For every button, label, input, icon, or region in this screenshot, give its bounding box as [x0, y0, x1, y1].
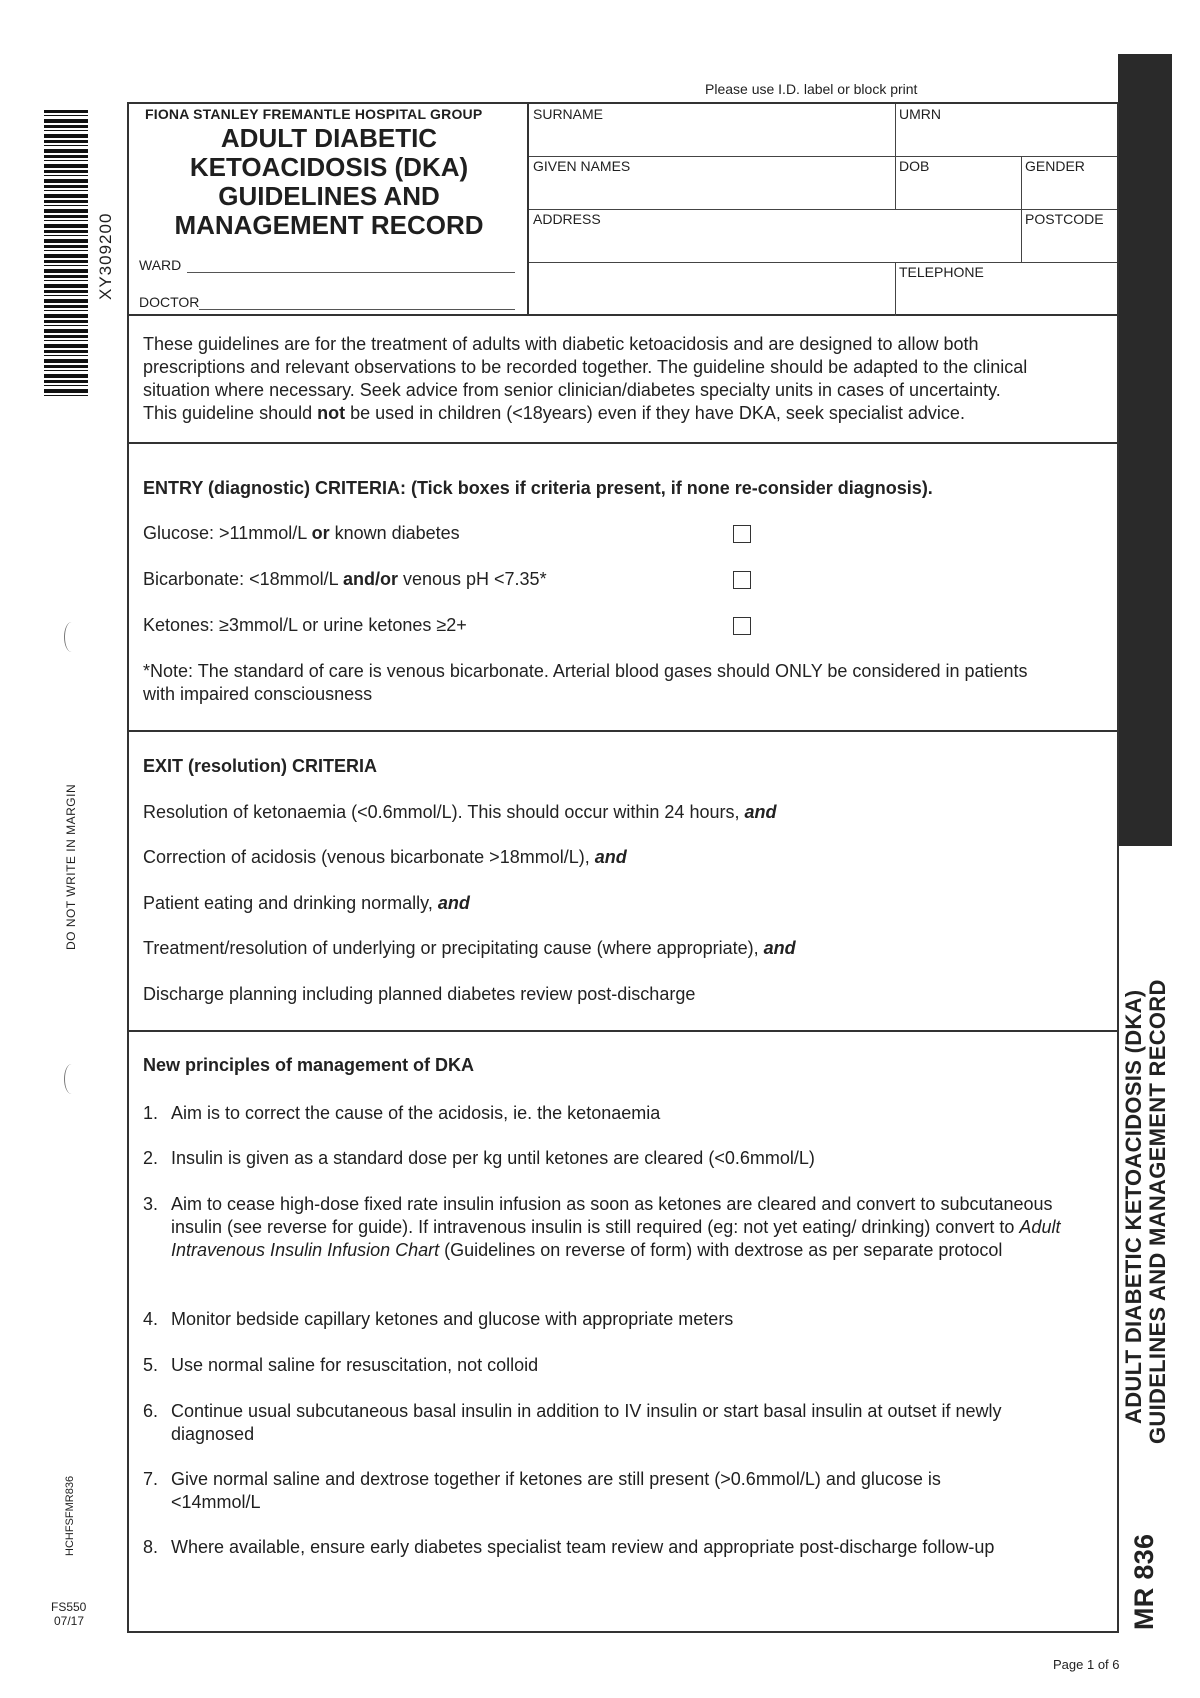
header-box	[127, 102, 1119, 316]
barcode-text: XY309200	[96, 212, 115, 300]
intro-line: situation where necessary. Seek advice from senior clinician/diabetes specialty units in cases of uncertainty.	[143, 380, 1001, 400]
form-title-line: GUIDELINES AND	[218, 181, 440, 211]
principles-heading: New principles of management of DKA	[143, 1055, 475, 1075]
form-title-line: ADULT DIABETIC	[220, 123, 438, 153]
principle-item: 6. Continue usual subcutaneous basal insulin in addition to IV insulin or start basal insulin at outset if newly diagnosed	[143, 1401, 1002, 1444]
exit-criterion: Discharge planning including planned diabetes review post-discharge	[143, 984, 696, 1004]
intro-paragraph	[143, 333, 1103, 425]
hospital-group: FIONA STANLEY FREMANTLE HOSPITAL GROUP	[145, 106, 483, 122]
exit-criterion: Resolution of ketonaemia (<0.6mmol/L). This should occur within 24 hours, and	[143, 802, 777, 822]
telephone-field[interactable]: TELEPHONE	[899, 264, 984, 280]
side-title-line1: ADULT DIABETIC KETOACIDOSIS (DKA)	[1121, 989, 1146, 1424]
glucose-checkbox[interactable]	[733, 525, 751, 543]
intro-line: prescriptions and relevant observations to be recorded together. The guideline should be adapted to the clinical	[143, 357, 1028, 377]
header-title-block	[129, 104, 529, 314]
umrn-field[interactable]: UMRN	[899, 106, 941, 122]
mr-code: MR 836	[1129, 1533, 1159, 1630]
do-not-write-margin-label: DO NOT WRITE IN MARGIN	[64, 783, 78, 950]
entry-bicarbonate: Bicarbonate: <18mmol/L and/or venous pH <7.35*	[143, 569, 547, 589]
principle-item: 8. Where available, ensure early diabetes specialist team review and appropriate post-discharge follow-up	[143, 1537, 995, 1557]
punch-hole-mark	[64, 622, 79, 652]
entry-glucose: Glucose: >11mmol/L or known diabetes	[143, 523, 460, 543]
gender-field[interactable]: GENDER	[1025, 158, 1085, 174]
postcode-field[interactable]: POSTCODE	[1025, 211, 1104, 227]
surname-field[interactable]: SURNAME	[533, 106, 604, 122]
ketones-checkbox[interactable]	[733, 617, 751, 635]
section-divider	[127, 442, 1119, 444]
given-names-field[interactable]: GIVEN NAMES	[533, 158, 631, 174]
page-number: Page 1 of 6	[1053, 1657, 1120, 1672]
form-title-line: MANAGEMENT RECORD	[174, 210, 484, 240]
exit-criterion: Patient eating and drinking normally, and	[143, 893, 470, 913]
principle-item: 7. Give normal saline and dextrose together if ketones are still present (>0.6mmol/L) and glucose is <14mmol/L	[143, 1469, 941, 1512]
exit-criterion: Correction of acidosis (venous bicarbonate >18mmol/L), and	[143, 847, 627, 867]
section-divider	[127, 1030, 1119, 1032]
intro-line: This guideline should not be used in children (<18years) even if they have DKA, seek specialist advice.	[143, 403, 965, 423]
principle-item: 4. Monitor bedside capillary ketones and glucose with appropriate meters	[143, 1309, 734, 1329]
doctor-field[interactable]	[199, 309, 515, 310]
exit-heading: EXIT (resolution) CRITERIA	[143, 756, 377, 776]
entry-heading: ENTRY (diagnostic) CRITERIA: (Tick boxes if criteria present, if none re-consider diagnosis).	[143, 478, 933, 498]
fs-date: 07/17	[54, 1614, 85, 1628]
principle-item: 3. Aim to cease high-dose fixed rate insulin infusion as soon as ketones are cleared and convert to subcutaneous insulin (see reverse for guide). If intravenous insulin is still required (eg: not yet eating/ drinking) convert to Adult Intravenous Insulin Infusion Chart (Guidelines on reverse of form) with dextrose as per separate protocol	[143, 1194, 1061, 1260]
form-code: HCHFSFMR836	[64, 1475, 76, 1556]
id-label-note: Please use I.D. label or block print	[705, 81, 918, 97]
address-field[interactable]: ADDRESS	[533, 211, 601, 227]
ward-field[interactable]	[187, 272, 515, 273]
principle-item: 5. Use normal saline for resuscitation, not colloid	[143, 1355, 539, 1375]
form-title-line: KETOACIDOSIS (DKA)	[189, 152, 469, 182]
exit-criterion: Treatment/resolution of underlying or precipitating cause (where appropriate), and	[143, 938, 796, 958]
principle-item: 1. Aim is to correct the cause of the acidosis, ie. the ketonaemia	[143, 1103, 661, 1123]
doctor-label: DOCTOR	[139, 294, 200, 310]
fs-code: FS550	[51, 1600, 87, 1614]
punch-hole-mark	[64, 1064, 79, 1094]
entry-note: *Note: The standard of care is venous bicarbonate. Arterial blood gases should ONLY be considered in patients with impaired consciousness	[143, 661, 1028, 704]
side-title-line2: GUIDELINES AND MANAGEMENT RECORD	[1145, 979, 1170, 1444]
section-divider	[127, 730, 1119, 732]
principle-item: 2. Insulin is given as a standard dose per kg until ketones are cleared (<0.6mmol/L)	[143, 1148, 815, 1168]
ward-label: WARD	[139, 257, 182, 273]
side-stripe	[1118, 54, 1172, 846]
entry-ketones: Ketones: ≥3mmol/L or urine ketones ≥2+	[143, 615, 467, 635]
intro-line: These guidelines are for the treatment of adults with diabetic ketoacidosis and are designed to allow both	[143, 334, 979, 354]
barcode	[44, 110, 88, 396]
form-title	[129, 124, 529, 240]
dob-field[interactable]: DOB	[899, 158, 930, 174]
bicarbonate-checkbox[interactable]	[733, 571, 751, 589]
